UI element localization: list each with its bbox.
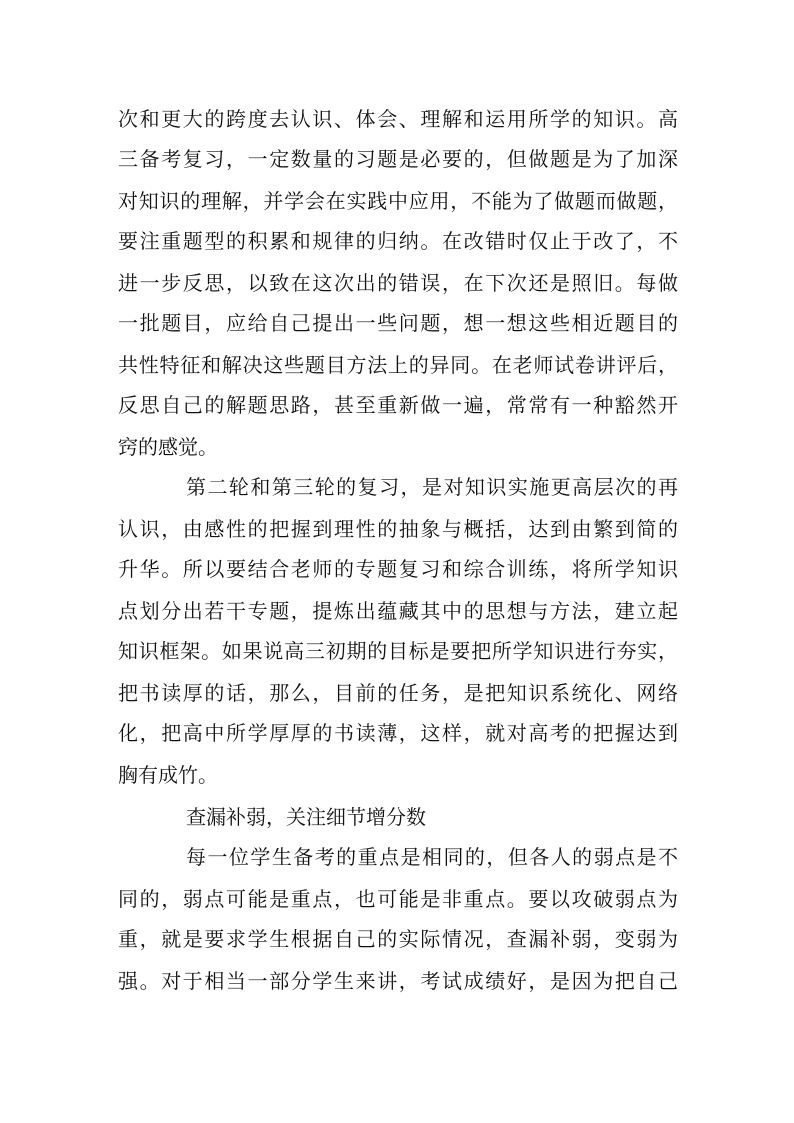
text-line: 升华。所以要结合老师的专题复习和综合训练，将所学知识 (118, 557, 678, 581)
text-line: 反思自己的解题思路，甚至重新做一遍，常常有一种豁然开 (118, 393, 678, 417)
text-line: 同的，弱点可能是重点，也可能是非重点。要以攻破弱点为 (118, 887, 678, 911)
text-line: 把书读厚的话，那么，目前的任务，是把知识系统化、网络 (118, 681, 678, 705)
text-line: 窍的感觉。 (118, 435, 218, 459)
text-line: 点划分出若干专题，提炼出蕴藏其中的思想与方法，建立起 (118, 599, 678, 623)
text-line: 知识框架。如果说高三初期的目标是要把所学知识进行夯实， (118, 639, 678, 663)
text-line: 要注重题型的积累和规律的归纳。在改错时仅止于改了，不 (118, 229, 678, 253)
text-line: 进一步反思，以致在这次出的错误，在下次还是照旧。每做 (118, 271, 678, 295)
text-line: 强。对于相当一部分学生来讲，考试成绩好，是因为把自己 (118, 969, 678, 993)
text-line: 胸有成竹。 (118, 763, 218, 787)
text-line: 三备考复习，一定数量的习题是必要的，但做题是为了加深 (118, 147, 678, 171)
section-heading: 查漏补弱，关注细节增分数 (186, 805, 426, 829)
text-line: 重，就是要求学生根据自己的实际情况，查漏补弱，变弱为 (118, 927, 678, 951)
text-line: 对知识的理解，并学会在实践中应用，不能为了做题而做题， (118, 189, 678, 213)
text-line: 认识，由感性的把握到理性的抽象与概括，达到由繁到简的 (118, 517, 678, 541)
text-line: 次和更大的跨度去认识、体会、理解和运用所学的知识。高 (118, 107, 678, 131)
paragraph-first-line: 每一位学生备考的重点是相同的，但各人的弱点是不 (186, 845, 678, 869)
text-line: 化，把高中所学厚厚的书读薄，这样，就对高考的把握达到 (118, 721, 678, 745)
paragraph-first-line: 第二轮和第三轮的复习，是对知识实施更高层次的再 (186, 475, 678, 499)
text-line: 一批题目，应给自己提出一些问题，想一想这些相近题目的 (118, 311, 678, 335)
text-line: 共性特征和解决这些题目方法上的异同。在老师试卷讲评后， (118, 353, 678, 377)
